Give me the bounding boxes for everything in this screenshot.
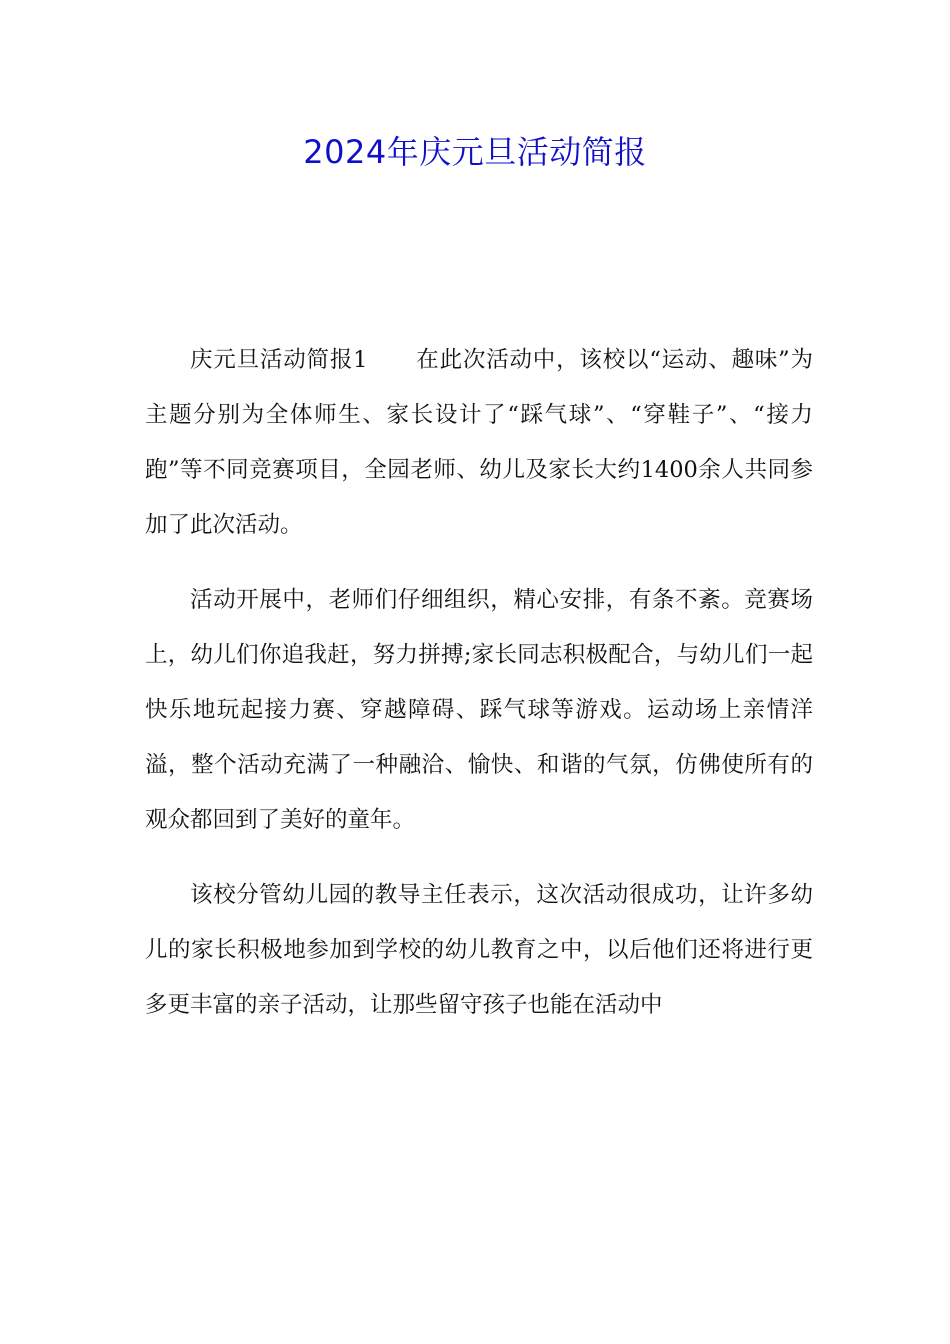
paragraph-3: 该校分管幼儿园的教导主任表示，这次活动很成功，让许多幼儿的家长积极地参加到学校的幼儿教育之中，以后他们还将进行更多更丰富的亲子活动，让那些留守孩子也能在活动中 — [145, 882, 813, 1018]
document-body — [145, 333, 813, 1053]
section-heading: 庆元旦活动简报1 — [190, 347, 368, 373]
document-title: 2024年庆元旦活动简报 — [303, 133, 647, 171]
paragraph-1-text: 在此次活动中，该校以“运动、趣味”为主题分别为全体师生、家长设计了“踩气球”、“穿鞋子”、“接力跑”等不同竞赛项目，全园老师、幼儿及家长大约1400余人共同参加了此次活动。 — [145, 347, 813, 538]
paragraph-1 — [145, 333, 813, 553]
paragraph-2: 活动开展中，老师们仔细组织，精心安排，有条不紊。竞赛场上，幼儿们你追我赶，努力拼搏;家长同志积极配合，与幼儿们一起快乐地玩起接力赛、穿越障碍、踩气球等游戏。运动场上亲情洋溢，整个活动充满了一种融洽、愉快、和谐的气氛，仿佛使所有的观众都回到了美好的童年。 — [145, 587, 813, 833]
